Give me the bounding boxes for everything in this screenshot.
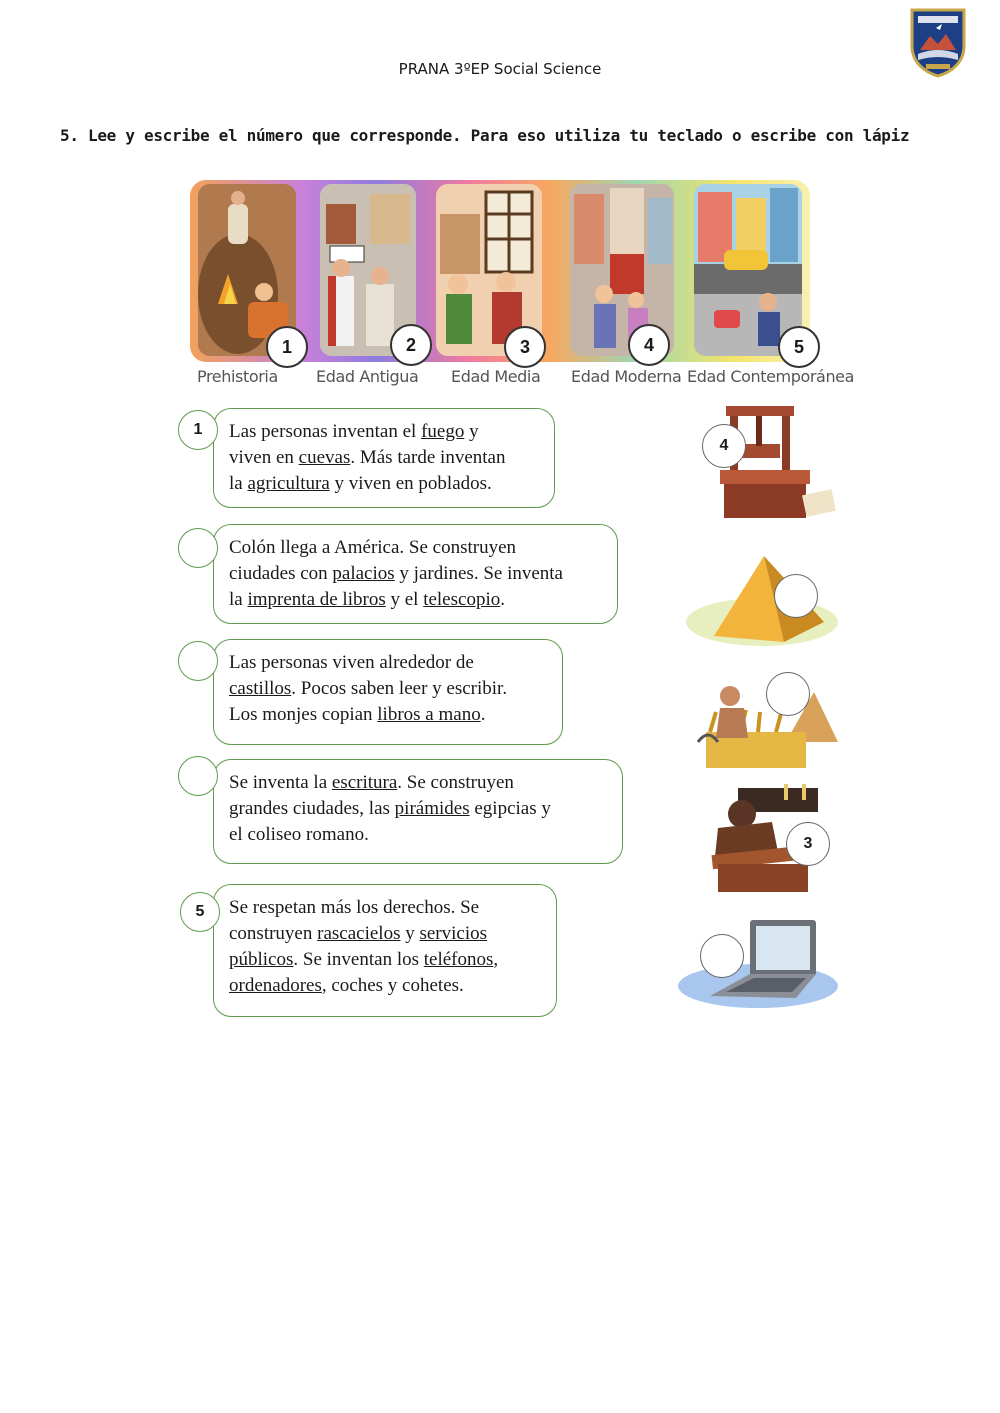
keyword: cuevas (298, 447, 351, 468)
statement-text: viven en (229, 447, 299, 468)
printing-press-picture (700, 404, 840, 528)
era-label-middle-age: Edad Media (451, 367, 541, 386)
statement-text: ciudades con (229, 563, 333, 584)
page-header: PRANA 3ºEP Social Science (398, 60, 602, 78)
keyword: libros a mano (377, 704, 481, 725)
statement-text: Los monjes copian (229, 704, 378, 725)
era-label-ancient-age: Edad Antigua (316, 367, 419, 386)
statement-text: Se respetan más los derechos. Se (229, 897, 480, 918)
statement-line (229, 535, 603, 561)
statement-text: y el (385, 589, 424, 610)
statement-text: . (480, 704, 486, 725)
statement-line (229, 419, 540, 445)
picture-answer-field[interactable] (700, 934, 744, 978)
era-number-badge: 3 (504, 326, 546, 368)
statement-answer-field[interactable] (178, 756, 218, 796)
statement-line (229, 445, 540, 471)
statement-answer-field[interactable]: 1 (178, 410, 218, 450)
statement-answer-field[interactable] (178, 641, 218, 681)
era-number-badge: 4 (628, 324, 670, 366)
keyword: ordenadores (229, 975, 322, 996)
keyword: castillos (229, 678, 292, 699)
statement-text: la (229, 473, 248, 494)
statement-text: Colón llega a América. Se construyen (229, 537, 517, 558)
statement-line (229, 822, 608, 848)
monk-writing-picture (698, 784, 840, 894)
keyword: escritura (331, 772, 398, 793)
statement-line (229, 587, 603, 613)
statement-line (229, 770, 608, 796)
picture-answer-field[interactable]: 4 (702, 424, 746, 468)
keyword: telescopio (423, 589, 501, 610)
statement-line (229, 895, 542, 921)
statement-text: grandes ciudades, las (229, 798, 395, 819)
statement-box (213, 524, 618, 624)
statement-line (229, 921, 542, 947)
keyword: agricultura (247, 473, 330, 494)
era-number-badge: 5 (778, 326, 820, 368)
statement-line (229, 650, 548, 676)
statement-line (229, 561, 603, 587)
history-timeline-strip (190, 180, 810, 362)
statement-text: la (229, 589, 248, 610)
statement-text: y jardines. Se inventa (394, 563, 563, 584)
era-number-badge: 1 (266, 326, 308, 368)
statement-text: . (500, 589, 505, 610)
keyword: teléfonos (423, 949, 494, 970)
picture-answer-field[interactable] (774, 574, 818, 618)
statement-text: egipcias y (469, 798, 551, 819)
statement-text: el coliseo romano. (229, 824, 369, 845)
statement-text: y (464, 421, 479, 442)
keyword: fuego (421, 421, 465, 442)
statement-text: . Más tarde inventan (350, 447, 506, 468)
statement-text: , (493, 949, 499, 970)
statement-answer-field[interactable]: 5 (180, 892, 220, 932)
statement-text: . Se construyen (397, 772, 514, 793)
laptop-picture (676, 912, 840, 1010)
statement-text: , coches y cohetes. (321, 975, 464, 996)
keyword: rascacielos (317, 923, 401, 944)
keyword: imprenta de libros (247, 589, 386, 610)
statement-text: . Se inventan los (293, 949, 424, 970)
statement-answer-field[interactable] (178, 528, 218, 568)
pyramid-picture (684, 552, 840, 650)
statement-text: construyen (229, 923, 318, 944)
statement-box (213, 408, 555, 508)
keyword: servicios (419, 923, 488, 944)
statement-text: y viven en poblados. (329, 473, 492, 494)
statement-line (229, 702, 548, 728)
picture-answer-field[interactable] (766, 672, 810, 716)
statement-text: y (400, 923, 420, 944)
exercise-instruction: 5. Lee y escribe el número que corresponde. Para eso utiliza tu teclado o escribe con lápiz (60, 126, 910, 145)
statement-text: Las personas inventan el (229, 421, 422, 442)
school-crest-logo (908, 6, 968, 78)
keyword: palacios (332, 563, 395, 584)
picture-answer-field[interactable]: 3 (786, 822, 830, 866)
keyword: públicos (229, 949, 294, 970)
statement-line (229, 471, 540, 497)
keyword: pirámides (394, 798, 470, 819)
statement-box (213, 759, 623, 864)
era-label-prehistory: Prehistoria (197, 367, 278, 386)
statement-line (229, 973, 542, 999)
statement-line (229, 796, 608, 822)
era-label-contemporary-age: Edad Contemporánea (687, 367, 855, 386)
statement-line (229, 947, 542, 973)
statement-box (213, 639, 563, 745)
statement-text: Se inventa la (229, 772, 332, 793)
statement-text: Las personas viven alrededor de (229, 652, 474, 673)
farmer-picture (696, 672, 840, 772)
era-label-modern-age: Edad Moderna (571, 367, 682, 386)
statement-text: . Pocos saben leer y escribir. (291, 678, 508, 699)
statement-box (213, 884, 557, 1017)
statement-line (229, 676, 548, 702)
era-number-badge: 2 (390, 324, 432, 366)
